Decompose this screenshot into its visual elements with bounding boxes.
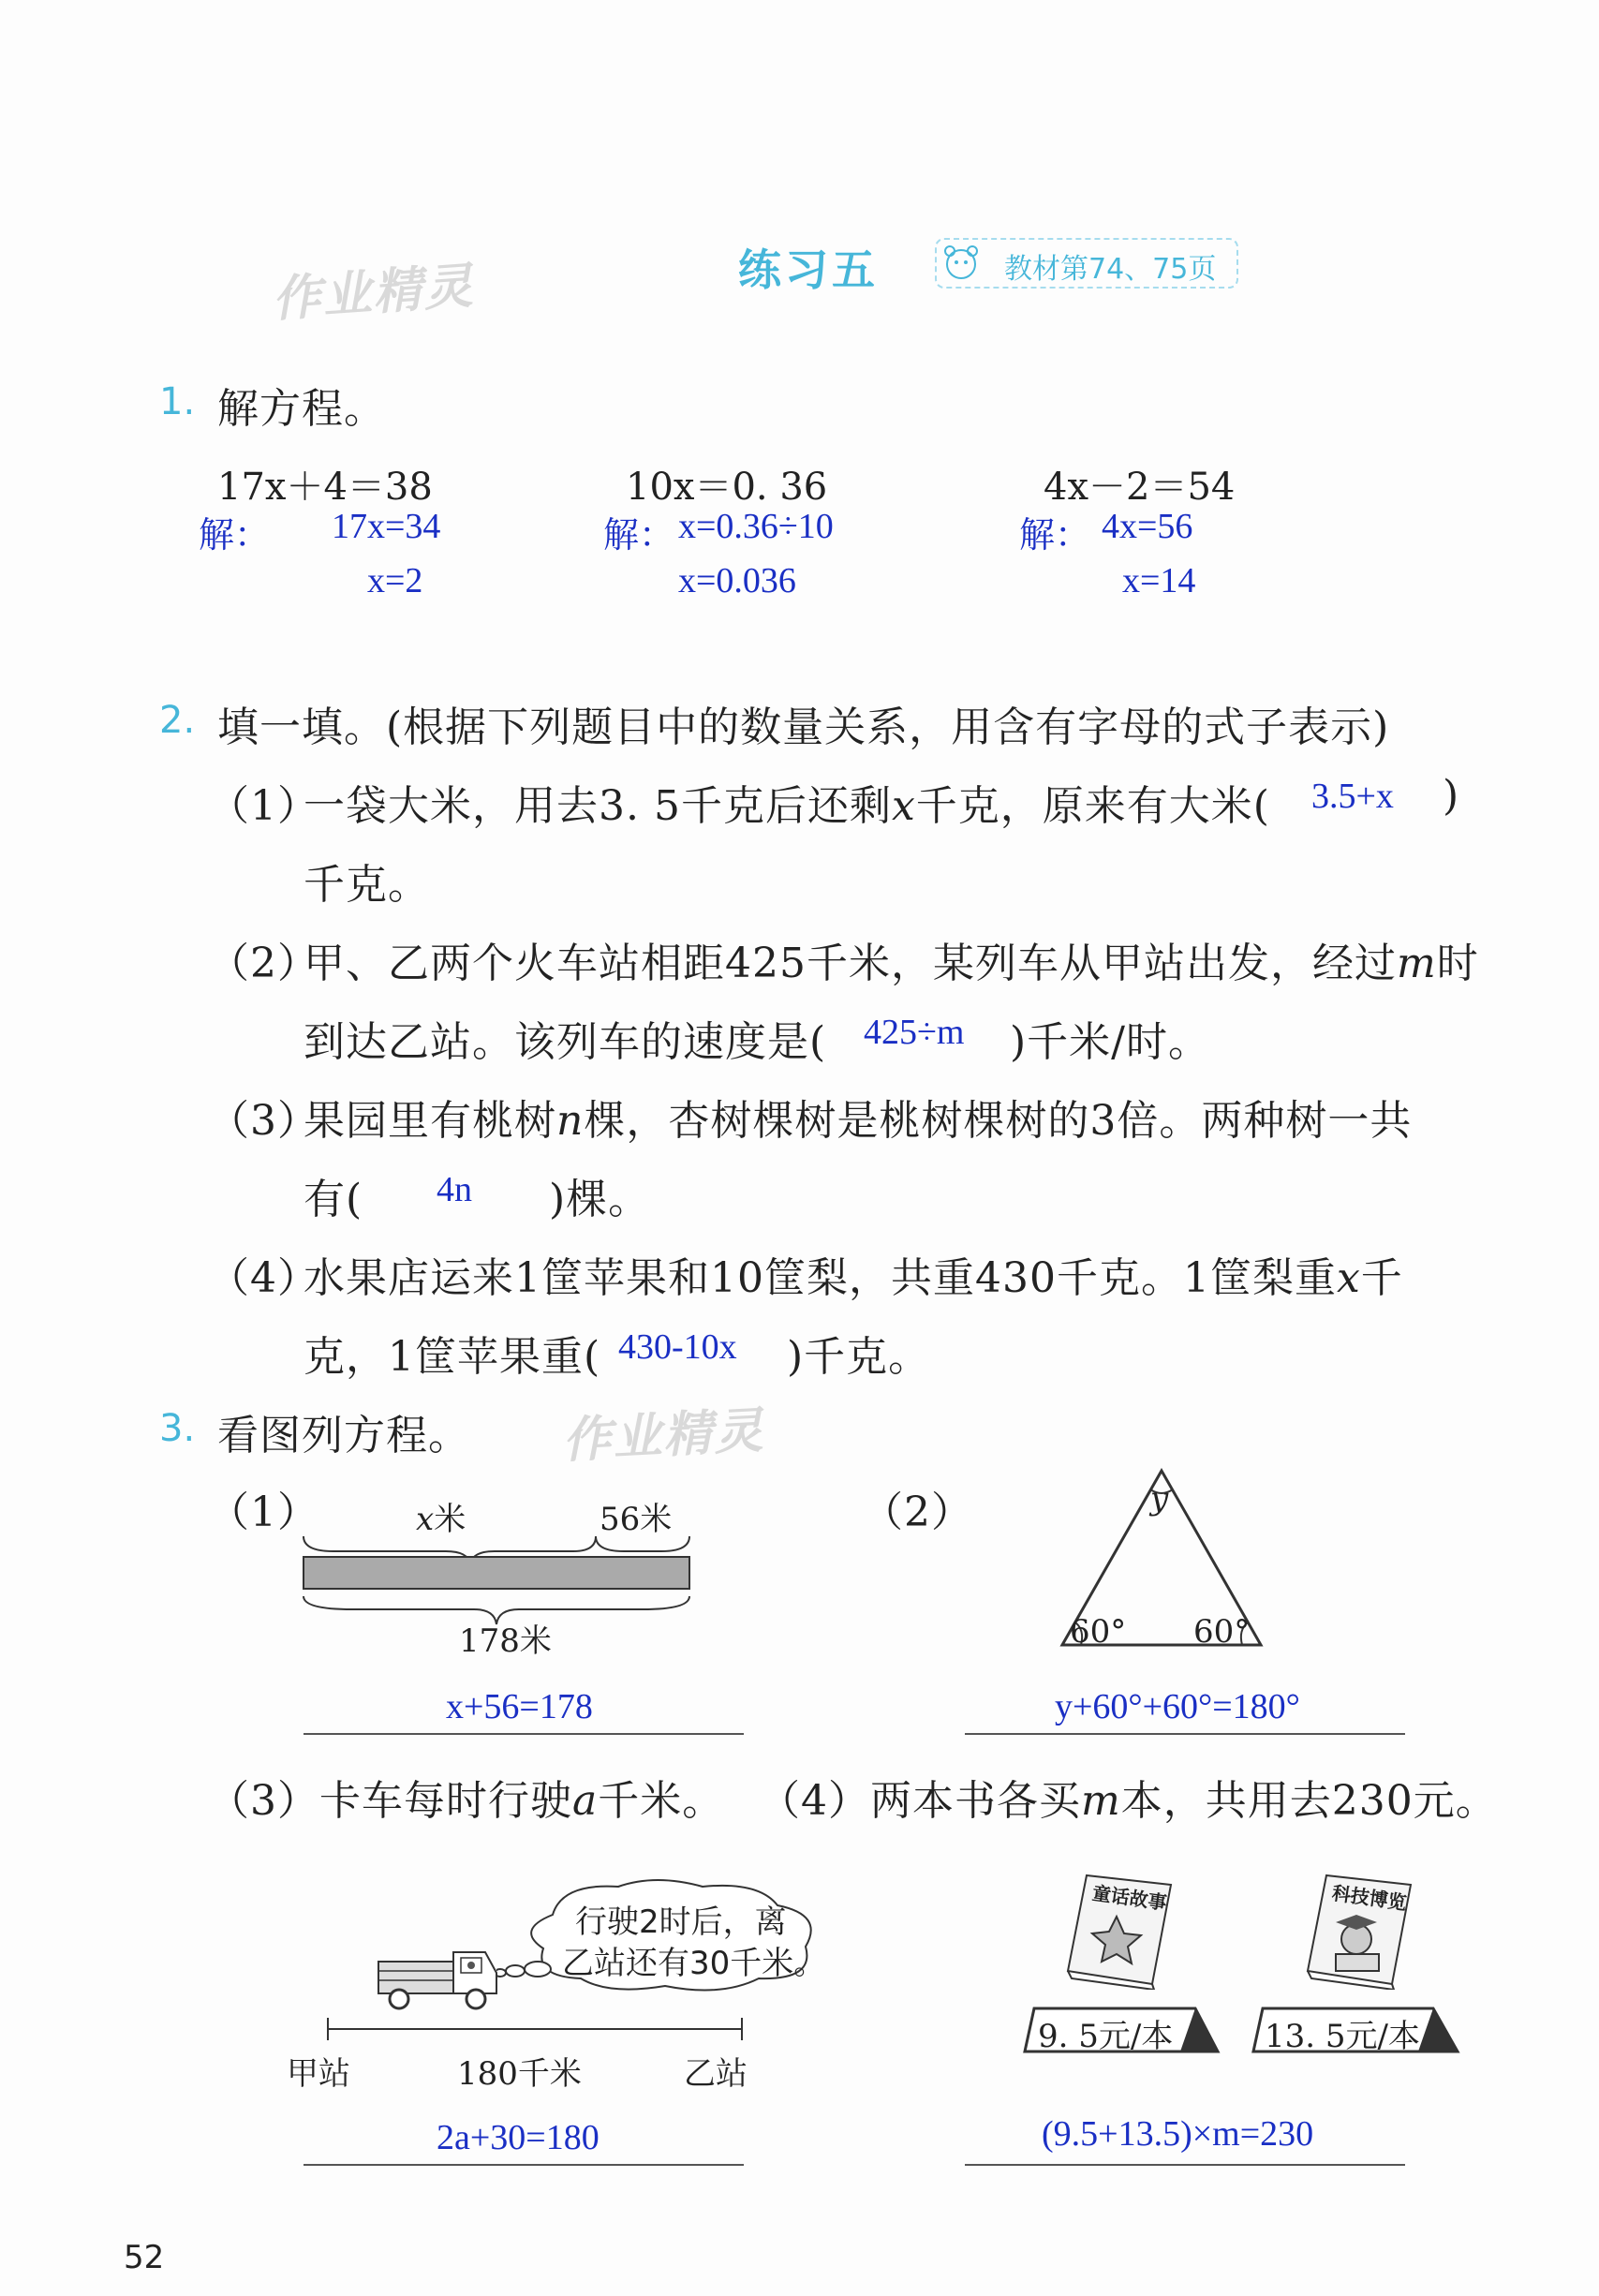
q3-p3-label: （3） [208, 1777, 319, 1825]
q1-step1-3: 4x=56 [1102, 507, 1193, 546]
q3-p1-seg1-var: x [416, 1501, 435, 1538]
q3-number: 3. [159, 1407, 196, 1450]
q2-part1-line2: 千克。 [304, 861, 430, 909]
q2-part2-answer: 425÷m [864, 1013, 965, 1052]
q2-prompt: 填一填。(根据下列题目中的数量关系，用含有字母的式子表示) [217, 704, 1390, 751]
q2-part4-line2a: 克，1筐苹果重( [304, 1333, 601, 1381]
q3-prompt: 看图列方程。 [217, 1412, 470, 1459]
q3-p2-angle-right: 60° [1193, 1613, 1251, 1651]
q3-p3-answer: 2a+30=180 [437, 2118, 600, 2157]
q3-p4-price2: 13. 5元/本 [1265, 2018, 1420, 2055]
q2-part4-var: x [1336, 1254, 1361, 1302]
q3-p3-bubble-line1: 行驶2时后，离 [575, 1903, 787, 1941]
q2-part2-line2a: 到达乙站。该列车的速度是( [304, 1018, 827, 1066]
bear-icon [940, 242, 982, 283]
page-title: 练习五 [738, 244, 879, 295]
textbook-ref-box [935, 238, 1238, 289]
q1-eq-1: 17x＋4＝38 [217, 466, 433, 509]
q1-step1-1: 17x=34 [332, 507, 441, 546]
q2-part1-close: ) [1443, 772, 1460, 820]
textbook-ref: 教材第74、75页 [1004, 253, 1217, 286]
q3-p2-answer-line [965, 1733, 1405, 1735]
q3-p3-start: 甲站 [287, 2055, 350, 2093]
q2-part3-answer: 4n [437, 1170, 472, 1209]
q3-p1-total: 178米 [459, 1622, 552, 1660]
q3-p3-bubble-line2: 乙站还有30千米。 [562, 1945, 826, 1982]
q2-part1-text-b: 千克，原来有大米( [915, 782, 1270, 830]
q2-part1-line1 [304, 772, 1270, 832]
q3-p3-distance: 180千米 [457, 2055, 582, 2093]
truck-icon [375, 1943, 506, 2018]
q2-part4-label: （4） [208, 1254, 319, 1302]
q1-label-3: 解： [1019, 516, 1091, 555]
q3-p4-text-a: 两本书各买 [870, 1777, 1081, 1825]
q2-part2-text-b: 时 [1436, 940, 1479, 987]
q3-p1-seg1-unit: 米 [434, 1501, 466, 1538]
q1-label-2: 解： [603, 516, 675, 555]
q2-part1-var: x [891, 782, 916, 830]
q2-part3-text-a: 果园里有桃树 [304, 1097, 556, 1145]
q3-p1-label: （1） [208, 1489, 319, 1536]
q3-p2-answer: y+60°+60°=180° [1055, 1687, 1300, 1726]
q1-eq-3: 4x－2＝54 [1044, 466, 1236, 509]
q1-step2-2: x=0.036 [678, 561, 796, 600]
q3-p2-angle-left: 60° [1070, 1613, 1127, 1651]
q2-part4-text-a: 水果店运来1筐苹果和10筐梨，共重430千克。1筐梨重 [304, 1254, 1337, 1302]
q1-eq-2: 10x＝0. 36 [626, 466, 828, 509]
q3-p4-line [759, 1767, 1498, 1827]
q2-part2-line1 [304, 929, 1479, 989]
q3-p4-answer-line [965, 2164, 1405, 2166]
q3-p2-label: （2） [862, 1489, 973, 1536]
q1-label-1: 解： [199, 516, 271, 555]
q3-p4-price1: 9. 5元/本 [1038, 2018, 1174, 2055]
q3-p1-answer: x+56=178 [446, 1687, 593, 1726]
q3-p1-answer-line [304, 1733, 744, 1735]
watermark: 作业精灵 [270, 258, 477, 329]
q2-number: 2. [159, 699, 196, 742]
q1-step1-2: x=0.36÷10 [678, 507, 834, 546]
q3-p2-apex: y [1150, 1480, 1169, 1518]
q1-number: 1. [159, 380, 196, 423]
q2-part2-label: （2） [208, 940, 319, 987]
q3-p3-line [208, 1767, 724, 1827]
q2-part1-label: （1） [208, 782, 319, 830]
q2-part2-line2b: )千米/时。 [1010, 1018, 1210, 1066]
book1-title: 童话故事 [1090, 1881, 1169, 1915]
q3-p4-answer: (9.5+13.5)×m=230 [1042, 2114, 1314, 2154]
q3-p3-text-b: 千米。 [598, 1777, 725, 1825]
q2-part4-line2b: )千克。 [787, 1333, 931, 1381]
q3-p3-end: 乙站 [684, 2055, 748, 2093]
q2-part3-var: n [556, 1097, 585, 1145]
q1-step2-3: x=14 [1122, 561, 1196, 600]
q3-p4-var: m [1081, 1777, 1121, 1825]
q2-part1-text-a: 一袋大米，用去3. 5千克后还剩 [304, 782, 892, 830]
q2-part3-line1 [304, 1087, 1412, 1147]
q2-part3-line2a: 有( [304, 1176, 363, 1223]
q3-p4-text-b: 本，共用去230元。 [1120, 1777, 1498, 1825]
q2-part4-text-b: 千 [1360, 1254, 1403, 1302]
q1-step2-1: x=2 [367, 561, 423, 600]
q3-p3-answer-line [304, 2164, 744, 2166]
page-number: 52 [124, 2239, 165, 2276]
q2-part3-text-b: 棵，杏树棵树是桃树棵树的3倍。两种树一共 [584, 1097, 1413, 1145]
watermark-2: 作业精灵 [560, 1402, 766, 1470]
q3-p1-seg2: 56米 [600, 1501, 673, 1538]
q2-part2-text-a: 甲、乙两个火车站相距425千米，某列车从甲站出发，经过 [304, 940, 1397, 987]
q2-part2-var: m [1396, 940, 1437, 987]
q2-part1-answer: 3.5+x [1311, 777, 1394, 816]
q3-p3-text-a: 卡车每时行驶 [319, 1777, 572, 1825]
book2-title: 科技博览 [1330, 1881, 1409, 1915]
distance-line [315, 2010, 755, 2048]
q2-part3-label: （3） [208, 1097, 319, 1145]
q2-part4-answer: 430-10x [618, 1327, 737, 1367]
q2-part4-line1 [304, 1244, 1403, 1304]
q3-p4-label: （4） [759, 1777, 870, 1825]
q1-prompt: 解方程。 [217, 385, 386, 433]
q3-p3-var: a [572, 1777, 599, 1825]
q2-part3-line2b: )棵。 [549, 1176, 651, 1223]
